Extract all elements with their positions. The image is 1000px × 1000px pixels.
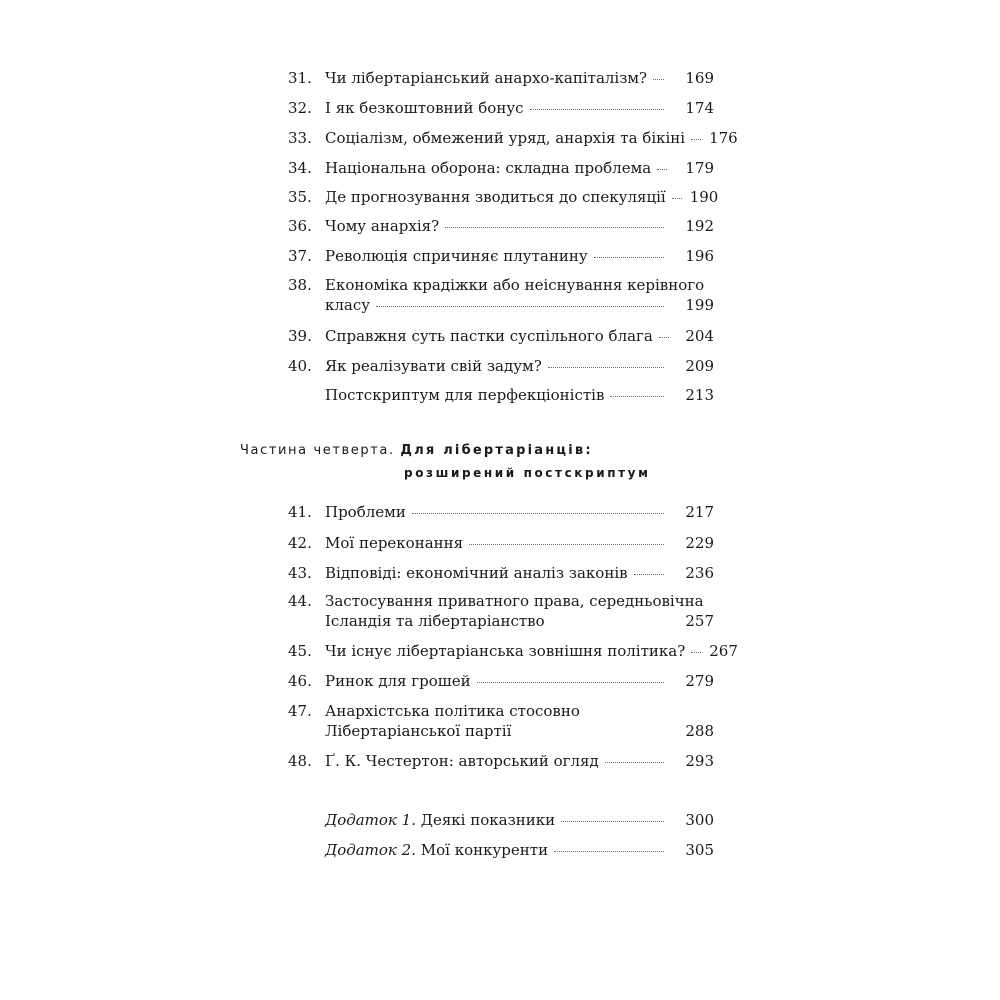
entry-page: 192 <box>685 217 714 235</box>
entry-number: 35. <box>288 188 312 206</box>
appendix-label: Додаток 1. <box>325 811 416 829</box>
entry-page: 279 <box>685 672 714 690</box>
entry-number: 31. <box>288 69 312 87</box>
entry-page: 204 <box>685 327 714 345</box>
entry-number: 45. <box>288 642 312 660</box>
entry-title: І як безкоштовний бонус <box>325 99 524 117</box>
dot-leader <box>517 731 664 733</box>
dot-leader <box>530 108 664 110</box>
entry-page: 176 <box>709 129 738 147</box>
entry-title: Чи існує лібертаріанська зовнішня політика? <box>325 642 686 660</box>
dot-leader <box>445 226 664 228</box>
entry-number: 44. <box>288 592 312 610</box>
entry-number: 40. <box>288 357 312 375</box>
part-label: Частина четверта. <box>240 443 395 458</box>
entry-number: 46. <box>288 672 312 690</box>
entry-title: Де прогнозування зводиться до спекуляції <box>325 188 666 206</box>
dot-leader <box>691 651 701 653</box>
part-title-line2: розширений постскриптум <box>404 466 651 480</box>
entry-page: 229 <box>685 534 714 552</box>
entry-page: 213 <box>685 386 714 404</box>
dot-leader <box>672 197 682 199</box>
entry-number: 43. <box>288 564 312 582</box>
entry-number: 33. <box>288 129 312 147</box>
entry-page: 288 <box>685 722 714 740</box>
entry-page: 196 <box>685 247 714 265</box>
entry-title-line2: Ісландія та лібертаріанство <box>325 612 545 630</box>
dot-leader <box>554 850 664 852</box>
entry-number: 48. <box>288 752 312 770</box>
dot-leader <box>691 138 701 140</box>
part-title-line1: Для лібертаріанців: <box>400 443 593 458</box>
dot-leader <box>657 168 667 170</box>
dot-leader <box>610 395 664 397</box>
entry-page: 169 <box>685 69 714 87</box>
dot-leader <box>605 761 664 763</box>
entry-title: Як реалізувати свій задум? <box>325 357 542 375</box>
entry-title: Чи лібертаріанський анархо-капіталізм? <box>325 69 648 87</box>
entry-page: 300 <box>685 811 714 829</box>
dot-leader <box>477 681 664 683</box>
entry-page: 199 <box>685 296 714 314</box>
entry-title: Справжня суть пастки суспільного блага <box>325 327 653 345</box>
entry-title: Чому анархія? <box>325 217 440 235</box>
entry-number: 41. <box>288 503 312 521</box>
entry-number: 34. <box>288 159 312 177</box>
entry-number: 32. <box>288 99 312 117</box>
entry-page: 293 <box>685 752 714 770</box>
dot-leader <box>548 366 664 368</box>
entry-title-line1: Застосування приватного права, середньовічна <box>325 592 704 610</box>
entry-page: 267 <box>709 642 738 660</box>
dot-leader <box>376 305 664 307</box>
entry-page: 179 <box>685 159 714 177</box>
entry-title: Національна оборона: складна проблема <box>325 159 652 177</box>
entry-title: Проблеми <box>325 503 406 521</box>
entry-title-line1: Економіка крадіжки або неіснування керівного <box>325 276 705 294</box>
dot-leader <box>561 820 664 822</box>
entry-title: Ґ. К. Честертон: авторський огляд <box>325 752 599 770</box>
entry-title: Відповіді: економічний аналіз законів <box>325 564 628 582</box>
appendix-label: Додаток 2. <box>325 841 416 859</box>
dot-leader <box>469 543 664 545</box>
entry-number: 47. <box>288 702 312 720</box>
entry-page: 190 <box>689 188 719 206</box>
dot-leader <box>653 78 664 80</box>
entry-number: 37. <box>288 247 312 265</box>
dot-leader <box>634 573 664 575</box>
entry-page: 257 <box>685 612 714 630</box>
appendix-title: Деякі показники <box>420 811 556 829</box>
entry-page: 236 <box>685 564 714 582</box>
entry-page: 217 <box>685 503 714 521</box>
dot-leader <box>551 621 664 623</box>
entry-title: Мої переконання <box>325 534 464 552</box>
entry-title: Соціалізм, обмежений уряд, анархія та бікіні <box>325 129 686 147</box>
entry-title-line1: Анархістська політика стосовно <box>325 702 580 720</box>
entry-page: 209 <box>685 357 714 375</box>
appendix-title: Мої конкуренти <box>420 841 549 859</box>
dot-leader <box>659 336 669 338</box>
entry-title: Ринок для грошей <box>325 672 471 690</box>
dot-leader <box>412 512 664 514</box>
entry-title: Постскриптум для перфекціоністів <box>325 386 605 404</box>
entry-title: Революція спричиняє плутанину <box>325 247 588 265</box>
entry-number: 36. <box>288 217 312 235</box>
entry-title-line2: класу <box>325 296 371 314</box>
entry-page: 305 <box>685 841 714 859</box>
entry-title-line2: Лібертаріанської партії <box>325 722 512 740</box>
dot-leader <box>594 256 664 258</box>
part-heading <box>240 440 593 462</box>
entry-number: 42. <box>288 534 312 552</box>
entry-number: 39. <box>288 327 312 345</box>
entry-number: 38. <box>288 276 312 294</box>
entry-page: 174 <box>685 99 714 117</box>
